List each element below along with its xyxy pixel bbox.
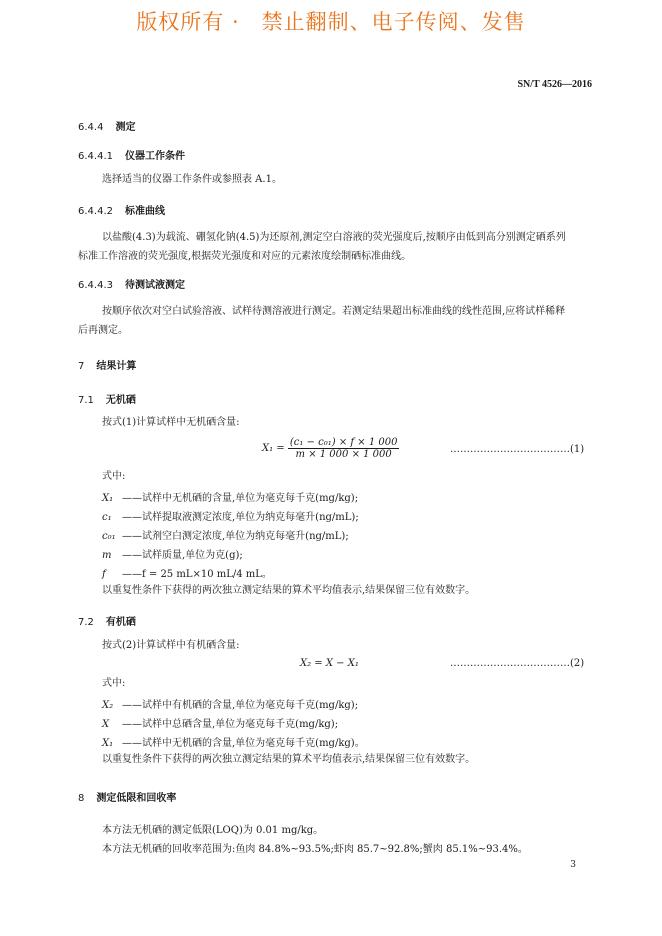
heading-7-1	[78, 391, 136, 406]
section-number: 7.2	[78, 617, 94, 628]
where-label-1: 式中:	[102, 471, 126, 482]
heading-6-4-4-3	[78, 276, 185, 291]
section-title: 测定	[115, 122, 136, 133]
heading-6-4-4	[78, 118, 135, 133]
page-number: 3	[570, 860, 576, 870]
variable-symbol: X	[102, 719, 110, 730]
formula-1	[262, 437, 399, 460]
formula-2: X₂ = X − X₁	[300, 658, 359, 669]
heading-6-4-4-1	[78, 147, 185, 162]
recovery-statement: 本方法无机硒的回收率范围为:鱼肉 84.8%~93.5%;虾肉 85.7~92.8%;蟹肉 85.1%~93.4%。	[102, 844, 528, 855]
paragraph-6-4-4-2: 以盐酸(4.3)为载流、硼氢化钠(4.5)为还原剂,测定空白溶液的荧光强度后,按顺序由低到高分别测定硒系列标准工作溶液的荧光强度,根据荧光强度和对应的元素浓度绘制硒标准曲线。	[78, 232, 566, 262]
variable-description: ——试剂空白测定浓度,单位为纳克每毫升(ng/mL);	[122, 531, 349, 542]
copyright-banner: 版权所有 · 禁止翻制、电子传阅、发售	[136, 10, 526, 34]
formula-numerator: (c₁ − c₀₁) × f × 1 000	[289, 437, 398, 448]
variable-symbol: X₁	[102, 738, 114, 749]
heading-7	[78, 357, 136, 372]
variable-row	[102, 734, 365, 753]
variable-row	[102, 546, 359, 565]
result-note-2: 以重复性条件下获得的两次独立测定结果的算术平均值表示,结果保留三位有效数字。	[102, 754, 476, 765]
formula-intro-1: 按式(1)计算试样中无机硒含量:	[102, 417, 240, 428]
paragraph-6-4-4-1: 选择适当的仪器工作条件或参照表 A.1。	[102, 174, 282, 185]
variable-description: ——试样中无机硒的含量,单位为毫克每千克(mg/kg);	[122, 493, 359, 504]
heading-6-4-4-2	[78, 202, 165, 217]
variable-description: ——试样中有机硒的含量,单位为毫克每千克(mg/kg);	[122, 700, 359, 711]
section-title: 标准曲线	[125, 206, 165, 217]
section-title: 有机硒	[105, 617, 136, 628]
formula-fraction	[288, 437, 400, 460]
section-title: 结果计算	[96, 361, 137, 372]
variable-symbol: X₁	[102, 493, 114, 504]
section-number: 8	[78, 793, 85, 804]
loq-statement: 本方法无机硒的测定低限(LOQ)为 0.01 mg/kg。	[102, 825, 324, 836]
variable-row	[102, 508, 359, 527]
where-label-2: 式中:	[102, 678, 126, 689]
formula-lhs: X₁ =	[262, 443, 285, 454]
section-number: 6.4.4.3	[78, 280, 113, 291]
section-number: 6.4.4	[78, 122, 104, 133]
variable-list-2	[102, 696, 365, 753]
document-number: SN/T 4526—2016	[517, 79, 592, 90]
variable-description: ——试样中总硒含量,单位为毫克每千克(mg/kg);	[122, 719, 339, 730]
variable-symbol: m	[102, 550, 112, 561]
variable-symbol: c₀₁	[102, 531, 116, 542]
section-number: 7	[78, 361, 85, 372]
section-title: 测定低限和回收率	[96, 793, 177, 804]
paragraph-6-4-4-3: 按顺序依次对空白试验溶液、试样待测溶液进行测定。若测定结果超出标准曲线的线性范围,应将试样稀释后再测定。	[78, 306, 566, 336]
section-number: 7.1	[78, 395, 94, 406]
variable-row	[102, 489, 359, 508]
variable-row	[102, 565, 359, 584]
formula-intro-2: 按式(2)计算试样中有机硒含量:	[102, 640, 240, 651]
section-title: 仪器工作条件	[125, 151, 185, 162]
variable-symbol: f	[102, 569, 106, 580]
equation-number-2: ………………………………(2)	[450, 658, 585, 669]
variable-description: ——试样质量,单位为克(g);	[122, 550, 243, 561]
variable-symbol: c₁	[102, 512, 112, 523]
result-note-1: 以重复性条件下获得的两次独立测定结果的算术平均值表示,结果保留三位有效数字。	[102, 585, 476, 596]
equation-number-1: ………………………………(1)	[450, 444, 585, 455]
section-title: 待测试液测定	[125, 280, 185, 291]
variable-list-1	[102, 489, 359, 584]
heading-8	[78, 789, 176, 804]
section-number: 6.4.4.1	[78, 151, 113, 162]
section-title: 无机硒	[105, 395, 136, 406]
variable-symbol: X₂	[102, 700, 114, 711]
variable-description: ——f = 25 mL×10 mL/4 mL。	[122, 569, 272, 580]
formula-denominator: m × 1 000 × 1 000	[295, 449, 392, 460]
variable-description: ——试样中无机硒的含量,单位为毫克每千克(mg/kg)。	[122, 738, 365, 749]
variable-row	[102, 696, 365, 715]
variable-row	[102, 715, 365, 734]
heading-7-2	[78, 613, 136, 628]
variable-description: ——试样提取液测定浓度,单位为纳克每毫升(ng/mL);	[122, 512, 359, 523]
variable-row	[102, 527, 359, 546]
section-number: 6.4.4.2	[78, 206, 113, 217]
